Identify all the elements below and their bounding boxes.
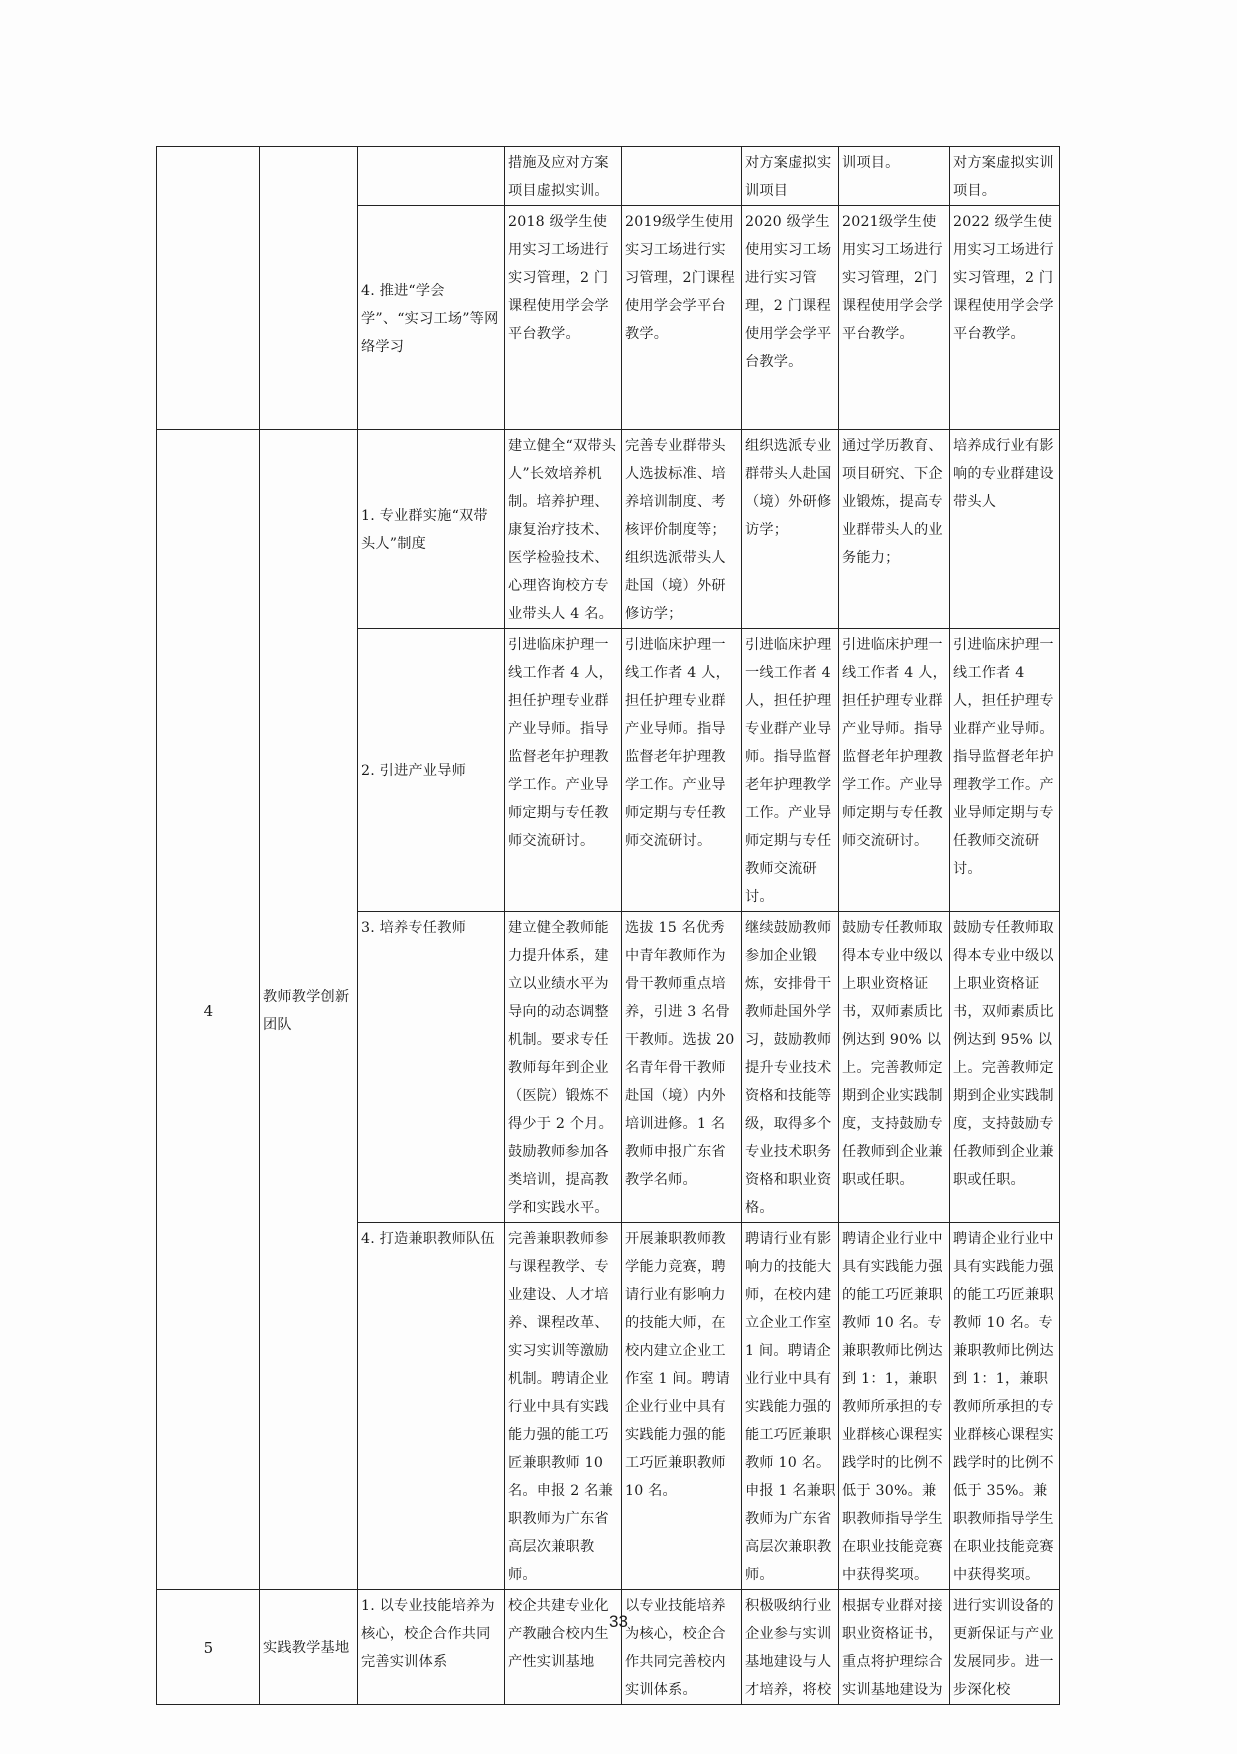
category-cell: [260, 147, 358, 430]
plan-year-cell: 继续鼓励教师参加企业锻炼，安排骨干教师赴国外学习，鼓励教师提升专业技术资格和技能等级，取得多个专业技术职务资格和职业资格。: [742, 912, 839, 1223]
plan-year-cell: [622, 147, 742, 206]
plan-year-cell: 2021级学生使用实习工场进行实习管理，2门课程使用学会学平台教学。: [839, 206, 950, 430]
plan-year-cell: 2018 级学生使用实习工场进行实习管理，2 门课程使用学会学平台教学。: [505, 206, 622, 430]
plan-year-cell: 开展兼职教师教学能力竞赛，聘请行业有影响力的技能大师，在校内建立企业工作室 1 间。聘请企业行业中具有实践能力强的能工巧匠兼职教师 10 名。: [622, 1223, 742, 1590]
plan-year-cell: 聘请行业有影响力的技能大师，在校内建立企业工作室 1 间。聘请企业行业中具有实践能力强的能工巧匠兼职教师 10 名。申报 1 名兼职教师为广东省高层次兼职教师。: [742, 1223, 839, 1590]
plan-year-cell: 2019级学生使用实习工场进行实习管理，2门课程使用学会学平台教学。: [622, 206, 742, 430]
plan-year-cell: 校企共建专业化产教融合校内生产性实训基地: [505, 1590, 622, 1705]
plan-year-cell: 培养成行业有影响的专业群建设带头人: [950, 430, 1060, 629]
plan-year-cell: 聘请企业行业中具有实践能力强的能工巧匠兼职教师 10 名。专兼职教师比例达到 1：1，兼职教师所承担的专业群核心课程实践学时的比例不低于 30%。兼职教师指导学生在职业技能竞赛中获得奖项。: [839, 1223, 950, 1590]
plan-year-cell: 引进临床护理一线工作者 4 人，担任护理专业群产业导师。指导监督老年护理教学工作。产业导师定期与专任教师交流研讨。: [622, 629, 742, 912]
plan-year-cell: 引进临床护理一线工作者 4 人，担任护理专业群产业导师。指导监督老年护理教学工作。产业导师定期与专任教师交流研讨。: [839, 629, 950, 912]
plan-year-cell: 根据专业群对接职业资格证书，重点将护理综合实训基地建设为: [839, 1590, 950, 1705]
category-cell: 实践教学基地: [260, 1590, 358, 1705]
plan-year-cell: 对方案虚拟实训项目: [742, 147, 839, 206]
category-cell: 教师教学创新团队: [260, 430, 358, 1590]
plan-year-cell: 对方案虚拟实训项目。: [950, 147, 1060, 206]
task-cell: 1. 专业群实施“双带头人”制度: [358, 430, 505, 629]
plan-year-cell: 完善专业群带头人选拔标准、培养培训制度、考核评价制度等；组织选派带头人赴国（境）外研修访学；: [622, 430, 742, 629]
plan-year-cell: 选拔 15 名优秀中青年教师作为骨干教师重点培养，引进 3 名骨干教师。选拔 20 名青年骨干教师赴国（境）内外培训进修。1 名教师申报广东省教学名师。: [622, 912, 742, 1223]
plan-year-cell: 建立健全“双带头人”长效培养机制。培养护理、康复治疗技术、医学检验技术、心理咨询校方专业带头人 4 名。: [505, 430, 622, 629]
row-number-cell: 4: [157, 430, 260, 1590]
task-cell: 3. 培养专任教师: [358, 912, 505, 1223]
construction-plan-table: [156, 146, 1060, 1705]
plan-year-cell: 引进临床护理一线工作者 4 人，担任护理专业群产业导师。指导监督老年护理教学工作。产业导师定期与专任教师交流研讨。: [950, 629, 1060, 912]
plan-year-cell: 完善兼职教师参与课程教学、专业建设、人才培养、课程改革、实习实训等激励机制。聘请企业行业中具有实践能力强的能工巧匠兼职教师 10 名。申报 2 名兼职教师为广东省高层次兼职教师。: [505, 1223, 622, 1590]
plan-year-cell: 训项目。: [839, 147, 950, 206]
plan-year-cell: 组织选派专业群带头人赴国（境）外研修访学；: [742, 430, 839, 629]
plan-year-cell: 进行实训设备的更新保证与产业发展同步。进一步深化校: [950, 1590, 1060, 1705]
plan-year-cell: 建立健全教师能力提升体系，建立以业绩水平为导向的动态调整机制。要求专任教师每年到企业（医院）锻炼不得少于 2 个月。鼓励教师参加各类培训，提高教学和实践水平。: [505, 912, 622, 1223]
table-row: [157, 147, 1060, 206]
task-cell: 4. 打造兼职教师队伍: [358, 1223, 505, 1590]
plan-year-cell: 措施及应对方案项目虚拟实训。: [505, 147, 622, 206]
table-row: [157, 430, 1060, 629]
plan-year-cell: 2020 级学生使用实习工场进行实习管理，2 门课程使用学会学平台教学。: [742, 206, 839, 430]
plan-year-cell: 引进临床护理一线工作者 4 人，担任护理专业群产业导师。指导监督老年护理教学工作。产业导师定期与专任教师交流研讨。: [505, 629, 622, 912]
plan-year-cell: 引进临床护理一线工作者 4 人，担任护理专业群产业导师。指导监督老年护理教学工作。产业导师定期与专任教师交流研讨。: [742, 629, 839, 912]
row-number-cell: 5: [157, 1590, 260, 1705]
row-number-cell: [157, 147, 260, 430]
table-row: [157, 1590, 1060, 1705]
plan-year-cell: 积极吸纳行业企业参与实训基地建设与人才培养，将校: [742, 1590, 839, 1705]
plan-year-cell: 鼓励专任教师取得本专业中级以上职业资格证书，双师素质比例达到 90% 以上。完善教师定期到企业实践制度，支持鼓励专任教师到企业兼职或任职。: [839, 912, 950, 1223]
plan-year-cell: 以专业技能培养为核心，校企合作共同完善校内实训体系。: [622, 1590, 742, 1705]
page-number: 33: [609, 1612, 628, 1631]
plan-year-cell: 通过学历教育、项目研究、下企业锻炼，提高专业群带头人的业务能力；: [839, 430, 950, 629]
plan-year-cell: 鼓励专任教师取得本专业中级以上职业资格证书，双师素质比例达到 95% 以上。完善教师定期到企业实践制度，支持鼓励专任教师到企业兼职或任职。: [950, 912, 1060, 1223]
task-cell: 1. 以专业技能培养为核心，校企合作共同完善实训体系: [358, 1590, 505, 1705]
plan-year-cell: 聘请企业行业中具有实践能力强的能工巧匠兼职教师 10 名。专兼职教师比例达到 1：1，兼职教师所承担的专业群核心课程实践学时的比例不低于 35%。兼职教师指导学生在职业技能竞赛中获得奖项。: [950, 1223, 1060, 1590]
plan-year-cell: 2022 级学生使用实习工场进行实习管理，2 门课程使用学会学平台教学。: [950, 206, 1060, 430]
task-cell: 4. 推进“学会学”、“实习工场”等网络学习: [358, 206, 505, 430]
task-cell: [358, 147, 505, 206]
task-cell: 2. 引进产业导师: [358, 629, 505, 912]
